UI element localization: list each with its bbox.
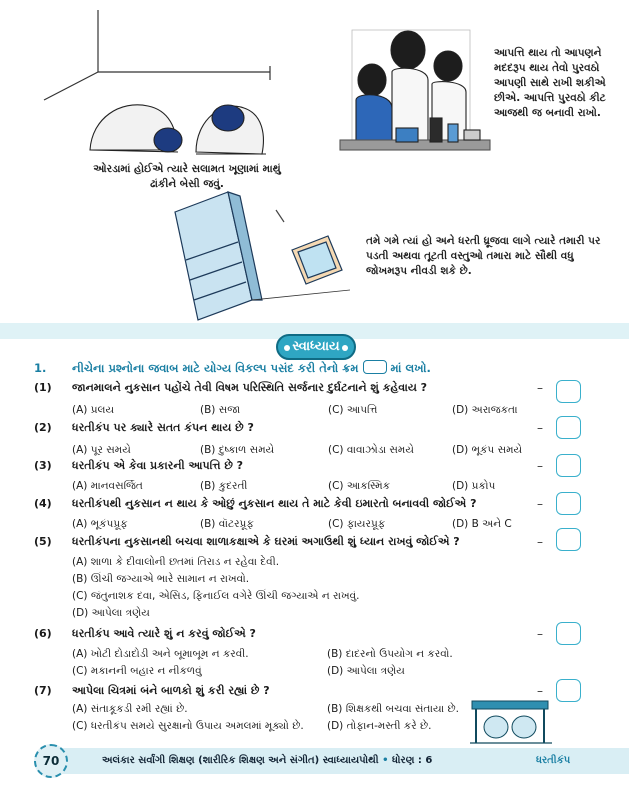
- option-d: (D) આપેલા ત્રણેય: [72, 607, 150, 619]
- option-c: (C) આપત્તિ: [328, 404, 378, 416]
- option-a: (A) પૂર સમયે: [72, 444, 131, 456]
- footer-separator: •: [382, 755, 389, 766]
- answer-dash: –: [537, 627, 543, 641]
- section-title: સ્વાધ્યાય: [276, 334, 356, 360]
- answer-box-5[interactable]: [556, 528, 581, 551]
- question-7-text: (7) આપેલા ચિત્રમાં બંને બાળકો શું કરી રહ્યાં છે ?: [34, 684, 270, 697]
- option-c: (C) જંતુનાશક દવા, એસિડ, ફિનાઈલ વગેરે ઊંચી જગ્યાએ ન રાખવું.: [72, 590, 360, 602]
- answer-dash: –: [537, 421, 543, 435]
- crouching-child-right: [196, 105, 266, 154]
- option-b: (B) સજા: [200, 404, 241, 416]
- option-a: (A) પ્રલય: [72, 404, 115, 416]
- footer-title: અલંકાર સર્વાંગી શિક્ષણ (શારીરિક શિક્ષણ અને સંગીત) સ્વાધ્યાયપોથી • ધોરણ : 6: [102, 755, 433, 766]
- question-5-text: (5) ધરતીકંપના નુકસાનથી બચવા શાળાકક્ષાએ કે ઘરમાં અગાઉથી શું ધ્યાન રાખવું જોઈએ ?: [34, 535, 460, 548]
- room-corner-drawing: [44, 10, 270, 100]
- instruction-text: નીચેના પ્રશ્નોના જવાબ માટે યોગ્ય વિકલ્પ પસંદ કરી તેનો ક્રમ: [72, 361, 359, 375]
- footer-grade: ધોરણ : 6: [392, 755, 433, 766]
- answer-dash: –: [537, 381, 543, 395]
- option-b: (B) ઊંચી જગ્યાએ ભારે સામાન ન રાખવો.: [72, 573, 250, 585]
- illustration-area: [0, 0, 629, 322]
- instruction: [34, 360, 431, 376]
- answer-box-1[interactable]: [556, 380, 581, 403]
- option-d: (D) અરાજકતા: [452, 404, 518, 416]
- instruction-number: 1.: [34, 361, 47, 375]
- answer-dash: –: [537, 497, 543, 511]
- option-a: (A) માનવસર્જિત: [72, 480, 143, 492]
- option-d: (D) ભૂકંપ સમયે: [452, 444, 523, 456]
- option-c: (C) ધરતીકંપ સમયે સુરક્ષાનો ઉપાય અમલમાં મૂક્યો છે.: [72, 720, 304, 732]
- option-b: (B) દુષ્કાળ સમયે: [200, 444, 275, 456]
- option-d: (D) આપેલા ત્રણેય: [327, 665, 405, 677]
- question-4-text: (4) ધરતીકંપથી નુકસાન ન થાય કે ઓછું નુકસાન થાય તે માટે કેવી ઇમારતો બનાવવી જોઈએ ?: [34, 497, 477, 510]
- kit-scene-drawing: [340, 30, 490, 150]
- option-b: (B) વૉટરપ્રૂફ: [200, 518, 254, 530]
- caption-room: ઓરડામાં હોઈએ ત્યારે સલામત ખૂણામાં માથું ઢાંકીને બેસી જવું.: [93, 163, 281, 190]
- answer-dash: –: [537, 535, 543, 549]
- instruction-suffix: માં લખો.: [390, 361, 431, 375]
- footer-chapter: ધરતીકંપ: [536, 755, 571, 766]
- option-d: (D) તોફાન-મસ્તી કરે છે.: [327, 720, 432, 732]
- instruction-answer-box: [363, 360, 387, 374]
- answer-box-3[interactable]: [556, 454, 581, 477]
- falling-frame-drawing: [276, 210, 342, 284]
- answer-dash: –: [537, 459, 543, 473]
- option-a: (A) ખોટી દોડાદોડી અને બૂમાબૂમ ન કરવી.: [72, 648, 249, 660]
- option-c: (C) ફાયરપ્રૂફ: [328, 518, 386, 530]
- caption-quake: તમે ગમે ત્યાં હો અને ધરતી ધ્રૂજવા લાગે ત્યારે તમારી પર પડતી અથવા તૂટતી વસ્તુઓ તમારા માટે સૌથી વધુ જોખમરૂપ નીવડી શકે છે.: [366, 235, 601, 277]
- question-1-text: (1) જાનમાલને નુકસાન પહોંચે તેવી વિષમ પરિસ્થિતિ સર્જનાર દુર્ઘટનાને શું કહેવાય ?: [34, 381, 428, 394]
- option-d: (D) B અને C: [452, 518, 512, 530]
- option-a: (A) શાળા કે દીવાલોની છતમાં તિરાડ ન રહેવા દેવી.: [72, 556, 280, 568]
- question-2-text: (2) ધરતીકંપ પર ક્યારે સતત કંપન થાય છે ?: [34, 421, 254, 434]
- option-a: (A) સંતાકૂકડી રમી રહ્યાં છે.: [72, 703, 188, 715]
- option-b: (B) દાદરનો ઉપયોગ ન કરવો.: [327, 648, 453, 660]
- answer-box-7[interactable]: [556, 679, 581, 702]
- option-c: (C) આકસ્મિક: [328, 480, 391, 492]
- caption-kit: આપત્તિ થાય તો આપણને મદદરૂપ થાય તેવો પુરવઠો આપણી સાથે રાખી શકીએ છીએ. આપત્તિ પુરવઠો કીટ આજથી જ બનાવી રાખો.: [494, 47, 606, 119]
- option-d: (D) પ્રકોપ: [452, 480, 496, 492]
- question-3-text: (3) ધરતીકંપ એ કેવા પ્રકારની આપત્તિ છે ?: [34, 459, 244, 472]
- crouching-child-left: [90, 105, 182, 152]
- answer-box-6[interactable]: [556, 622, 581, 645]
- kids-under-table-drawing: [470, 697, 552, 745]
- option-b: (B) કુદરતી: [200, 480, 248, 492]
- answer-dash: –: [537, 684, 543, 698]
- question-6-text: (6) ધરતીકંપ આવે ત્યારે શું ન કરવું જોઈએ ?: [34, 627, 256, 640]
- option-b: (B) શિક્ષકથી બચવા સંતાયા છે.: [327, 703, 459, 715]
- page-number: 70: [34, 744, 68, 778]
- option-a: (A) ભૂકંપપ્રૂફ: [72, 518, 128, 530]
- answer-box-4[interactable]: [556, 492, 581, 515]
- option-c: (C) મકાનની બહાર ન નીકળવું: [72, 665, 202, 677]
- option-c: (C) વાવાઝોડા સમયે: [328, 444, 414, 456]
- answer-box-2[interactable]: [556, 416, 581, 439]
